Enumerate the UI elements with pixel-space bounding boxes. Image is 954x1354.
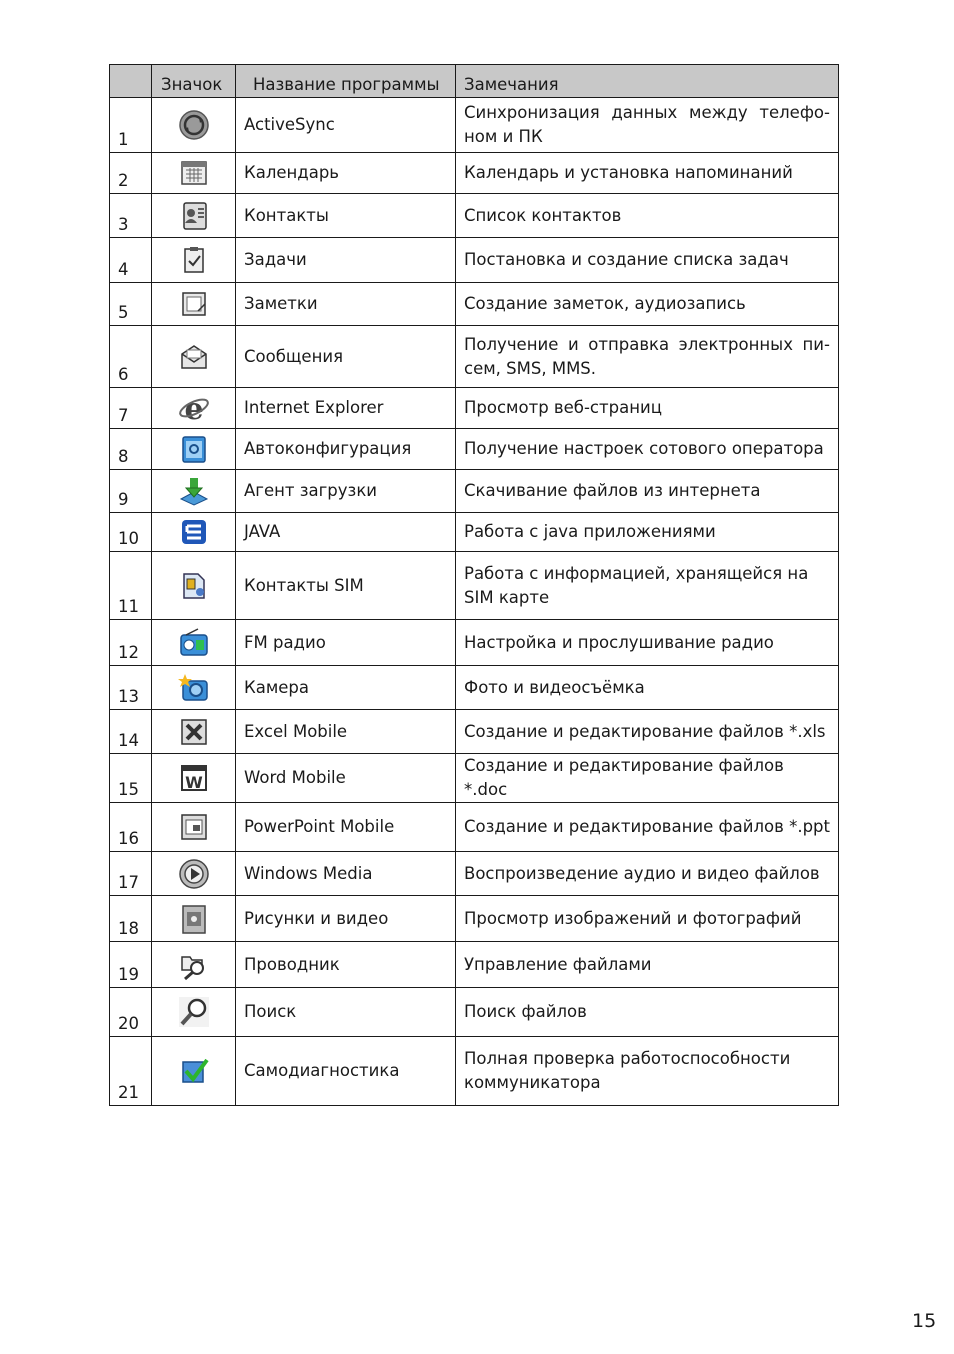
program-name: Задачи [236, 238, 456, 283]
autoconfig-icon [178, 433, 210, 465]
program-name: Internet Explorer [236, 388, 456, 429]
windows-media-icon [178, 858, 210, 890]
icon-cell [152, 388, 236, 429]
program-name: Проводник [236, 942, 456, 988]
program-note: Календарь и установка напоминаний [456, 153, 839, 194]
table-row [110, 803, 839, 852]
icon-cell [152, 283, 236, 326]
program-note: Фото и видеосъёмка [456, 666, 839, 710]
tasks-icon [178, 244, 210, 276]
program-name: Агент загрузки [236, 470, 456, 513]
program-note: Создание и редактирование файлов *.doc [456, 754, 839, 803]
file-explorer-icon [178, 949, 210, 981]
activesync-icon [178, 109, 210, 141]
row-number: 1 [110, 98, 152, 153]
table-row [110, 620, 839, 666]
program-note: Синхронизация данных между телефо-ном и ПК [456, 98, 839, 153]
program-name: Поиск [236, 988, 456, 1037]
program-note: Управление файлами [456, 942, 839, 988]
notes-icon [178, 288, 210, 320]
program-name: Excel Mobile [236, 710, 456, 754]
calendar-icon [178, 157, 210, 189]
program-name: Windows Media [236, 852, 456, 896]
excel-icon [178, 716, 210, 748]
sim-contacts-icon [178, 570, 210, 602]
icon-cell [152, 988, 236, 1037]
program-note: Создание заметок, аудиозапись [456, 283, 839, 326]
program-name: PowerPoint Mobile [236, 803, 456, 852]
icon-cell [152, 194, 236, 238]
word-icon [178, 762, 210, 794]
program-name: Word Mobile [236, 754, 456, 803]
row-number: 13 [110, 666, 152, 710]
table-row [110, 283, 839, 326]
icon-cell [152, 942, 236, 988]
powerpoint-icon [178, 811, 210, 843]
program-note: Создание и редактирование файлов *.xls [456, 710, 839, 754]
self-diagnostics-icon [178, 1055, 210, 1087]
program-note: Постановка и создание списка задач [456, 238, 839, 283]
program-name: Сообщения [236, 326, 456, 388]
fm-radio-icon [178, 627, 210, 659]
table-row [110, 238, 839, 283]
row-number: 10 [110, 513, 152, 552]
program-name: Заметки [236, 283, 456, 326]
table-row [110, 710, 839, 754]
program-name: Рисунки и видео [236, 896, 456, 942]
contacts-icon [178, 200, 210, 232]
row-number: 19 [110, 942, 152, 988]
program-note: Полная проверка работоспособности коммуникатора [456, 1037, 839, 1106]
svg-text:e: e [183, 392, 204, 424]
table-row [110, 513, 839, 552]
icon-cell [152, 326, 236, 388]
table-header-row [110, 65, 839, 98]
camera-icon [178, 672, 210, 704]
table-row [110, 942, 839, 988]
row-number: 21 [110, 1037, 152, 1106]
program-name: Календарь [236, 153, 456, 194]
icon-cell [152, 754, 236, 803]
icon-cell [152, 803, 236, 852]
program-name: Автоконфигурация [236, 429, 456, 470]
row-number: 12 [110, 620, 152, 666]
program-note: Создание и редактирование файлов *.ppt [456, 803, 839, 852]
program-name: Контакты [236, 194, 456, 238]
table-row [110, 1037, 839, 1106]
row-number: 5 [110, 283, 152, 326]
icon-cell [152, 470, 236, 513]
row-number: 16 [110, 803, 152, 852]
table-row [110, 470, 839, 513]
header-number [110, 65, 152, 98]
messaging-icon [178, 341, 210, 373]
row-number: 4 [110, 238, 152, 283]
table-row [110, 194, 839, 238]
program-note: Настройка и прослушивание радио [456, 620, 839, 666]
icon-cell [152, 1037, 236, 1106]
icon-cell [152, 98, 236, 153]
program-name: Самодиагностика [236, 1037, 456, 1106]
icon-cell [152, 620, 236, 666]
program-name: JAVA [236, 513, 456, 552]
row-number: 18 [110, 896, 152, 942]
program-note: Получение и отправка электронных пи-сем, SMS, MMS. [456, 326, 839, 388]
icon-cell [152, 896, 236, 942]
program-note: Воспроизведение аудио и видео файлов [456, 852, 839, 896]
internet-explorer-icon [178, 392, 210, 424]
header-program-name: Название программы [236, 65, 456, 98]
table-row [110, 552, 839, 620]
pictures-icon [178, 903, 210, 935]
program-name: Контакты SIM [236, 552, 456, 620]
icon-cell [152, 710, 236, 754]
program-name: Камера [236, 666, 456, 710]
program-note: Получение настроек сотового оператора [456, 429, 839, 470]
row-number: 9 [110, 470, 152, 513]
row-number: 8 [110, 429, 152, 470]
program-name: ActiveSync [236, 98, 456, 153]
table-row [110, 326, 839, 388]
table-row [110, 852, 839, 896]
icon-cell [152, 429, 236, 470]
table-row [110, 388, 839, 429]
java-icon [178, 516, 210, 548]
program-note: Список контактов [456, 194, 839, 238]
icon-cell [152, 238, 236, 283]
icon-cell [152, 666, 236, 710]
program-note: Просмотр веб-страниц [456, 388, 839, 429]
table-row [110, 896, 839, 942]
programs-table [109, 64, 839, 1106]
icon-cell [152, 552, 236, 620]
row-number: 11 [110, 552, 152, 620]
row-number: 7 [110, 388, 152, 429]
svg-text:W: W [184, 773, 203, 792]
table-row [110, 429, 839, 470]
program-name: FM радио [236, 620, 456, 666]
program-note: Скачивание файлов из интернета [456, 470, 839, 513]
table-row [110, 754, 839, 803]
header-icon: Значок [152, 65, 236, 98]
program-note: Работа с информацией, хранящейся на SIM карте [456, 552, 839, 620]
table-row [110, 153, 839, 194]
search-icon [178, 996, 210, 1028]
row-number: 2 [110, 153, 152, 194]
icon-cell [152, 153, 236, 194]
row-number: 15 [110, 754, 152, 803]
row-number: 3 [110, 194, 152, 238]
page-number: 15 [912, 1310, 937, 1332]
program-note: Просмотр изображений и фотографий [456, 896, 839, 942]
row-number: 6 [110, 326, 152, 388]
download-agent-icon [178, 475, 210, 507]
table-row [110, 988, 839, 1037]
table-row [110, 98, 839, 153]
icon-cell [152, 852, 236, 896]
header-notes: Замечания [456, 65, 839, 98]
program-note: Работа с java приложениями [456, 513, 839, 552]
table-row [110, 666, 839, 710]
program-note: Поиск файлов [456, 988, 839, 1037]
row-number: 14 [110, 710, 152, 754]
row-number: 17 [110, 852, 152, 896]
icon-cell [152, 513, 236, 552]
row-number: 20 [110, 988, 152, 1037]
